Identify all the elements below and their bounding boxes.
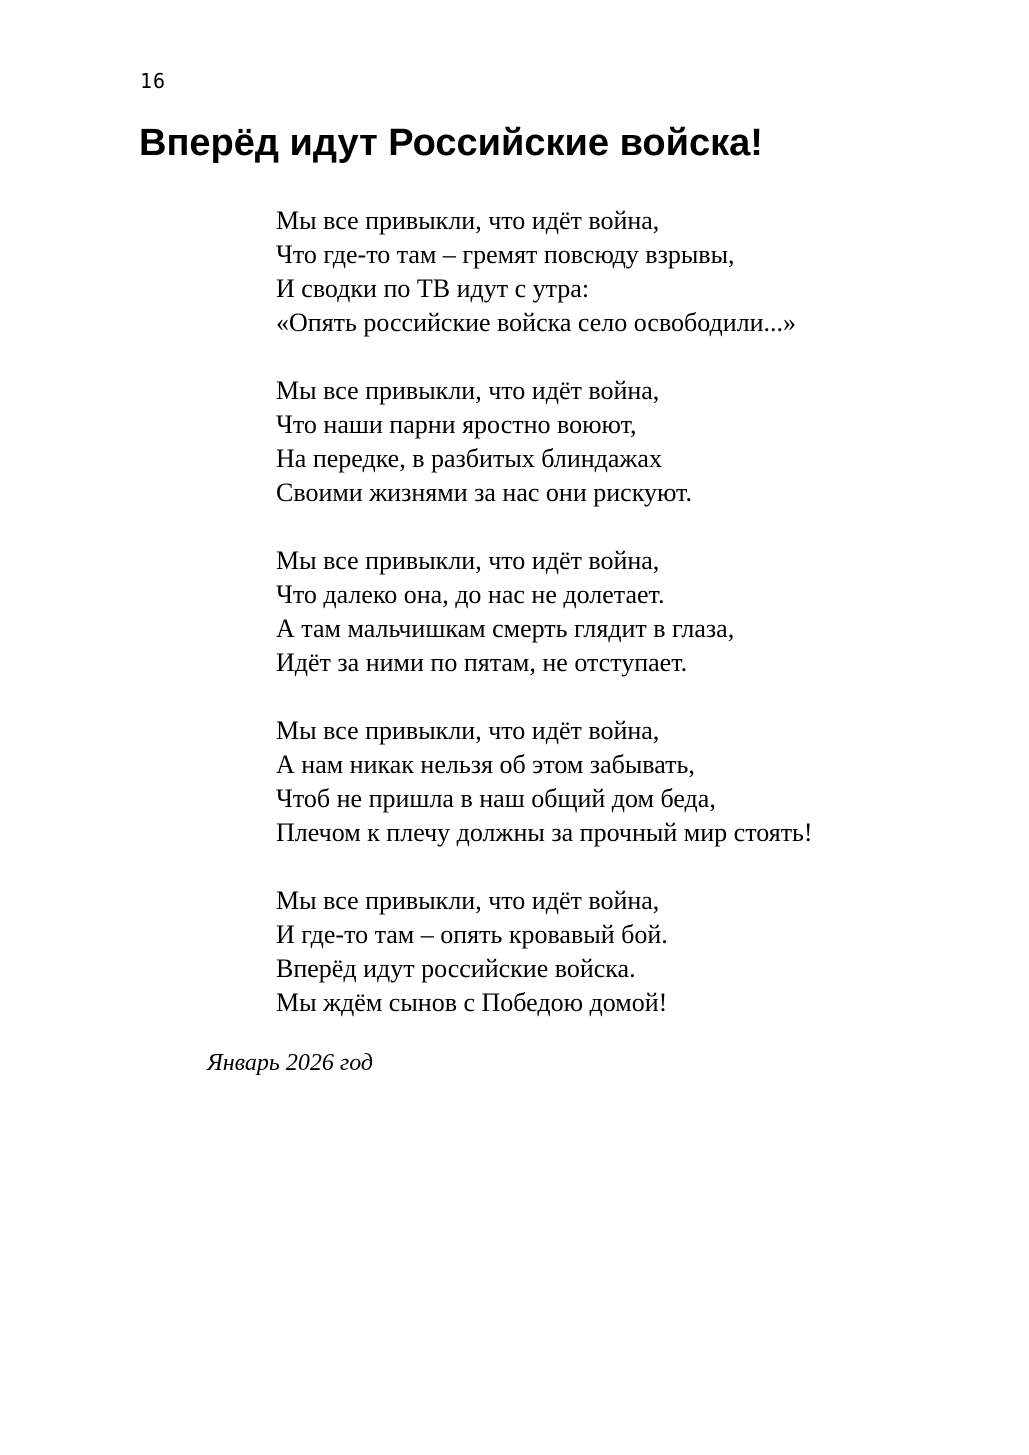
verse-line: Мы все привыкли, что идёт война, [276, 886, 660, 915]
verse-line: Вперёд идут российские войска. [276, 954, 636, 983]
stanza-1 [276, 204, 813, 340]
stanza-5 [276, 884, 813, 1020]
page-number: 16 [140, 69, 167, 93]
verse-line: Плечом к плечу должны за прочный мир стоять! [276, 818, 813, 847]
verse-line: Мы ждём сынов с Победою домой! [276, 988, 668, 1017]
stanza-4 [276, 714, 813, 850]
verse-line: Что где-то там – гремят повсюду взрывы, [276, 240, 735, 269]
verse-line: Мы все привыкли, что идёт война, [276, 546, 660, 575]
stanza-2 [276, 374, 813, 510]
verse-line: На передке, в разбитых блиндажах [276, 444, 662, 473]
verse-line: Чтоб не пришла в наш общий дом беда, [276, 784, 716, 813]
verse-line: И где-то там – опять кровавый бой. [276, 920, 668, 949]
verse-line: А там мальчишкам смерть глядит в глаза, [276, 614, 735, 643]
verse-line: «Опять российские войска село освободили...» [276, 308, 797, 337]
poem-title: Вперёд идут Российские войска! [139, 122, 763, 164]
verse-line: Мы все привыкли, что идёт война, [276, 376, 660, 405]
verse-line: Что далеко она, до нас не долетает. [276, 580, 665, 609]
stanza-3 [276, 544, 813, 680]
verse-line: А нам никак нельзя об этом забывать, [276, 750, 695, 779]
verse-line: Своими жизнями за нас они рискуют. [276, 478, 692, 507]
verse-line: Мы все привыкли, что идёт война, [276, 206, 660, 235]
verse-line: Мы все привыкли, что идёт война, [276, 716, 660, 745]
poem-date: Январь 2026 год [207, 1050, 374, 1076]
verse-line: Что наши парни яростно воюют, [276, 410, 637, 439]
verse-line: И сводки по ТВ идут с утра: [276, 274, 590, 303]
verse-line: Идёт за ними по пятам, не отступает. [276, 648, 688, 677]
poem-body [276, 204, 813, 1020]
